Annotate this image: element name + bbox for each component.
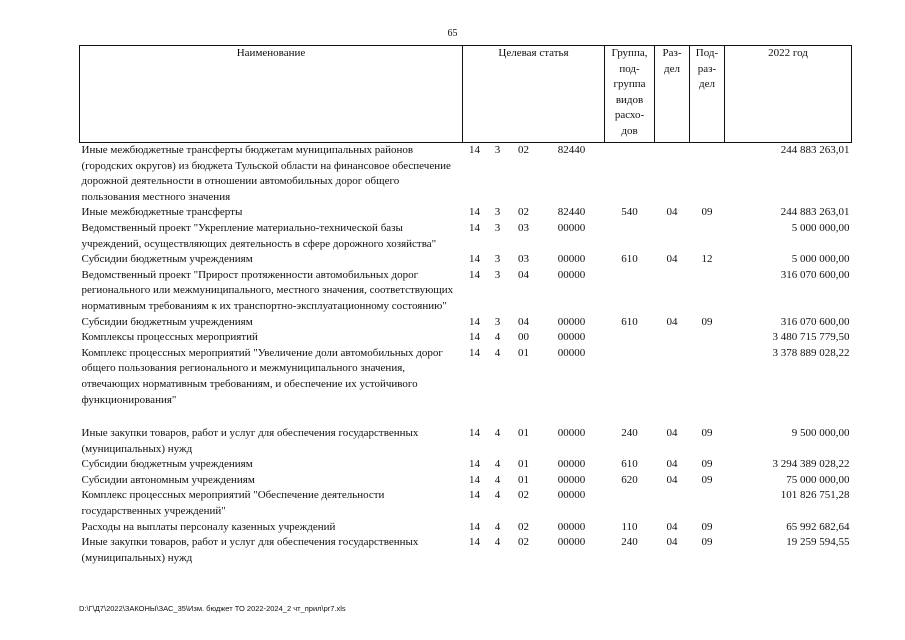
row-name: Ведомственный проект "Прирост протяженности автомобильных дорог регионального или межмуниципального, местного значения, соответствующих нормативным требованиям к их транспортно-эксплуатационному состоянию" [81, 268, 454, 312]
target-code-1: 14 [469, 520, 480, 533]
amount-2022: 3 294 389 028,22 [772, 458, 850, 471]
subsection-code [690, 488, 725, 519]
expense-group: 610 [621, 315, 638, 328]
row-name: Субсидии бюджетным учреждениям [81, 458, 253, 471]
target-code-3: 02 [518, 536, 529, 549]
target-code-4: 00000 [557, 253, 586, 266]
target-code-2: 4 [494, 458, 501, 471]
target-code-1: 14 [469, 458, 480, 471]
page-number: 65 [447, 28, 458, 39]
section-code: 04 [666, 473, 678, 486]
expense-group [605, 268, 655, 315]
amount-2022: 75 000 000,00 [786, 473, 850, 486]
target-code-3: 02 [518, 144, 529, 156]
header-section: Раз-дел [655, 46, 690, 143]
target-code-3: 02 [518, 206, 529, 219]
target-code-3: 04 [518, 268, 529, 281]
target-code-2: 4 [494, 520, 501, 533]
header-expense-group: Группа, под-группа видов расхо-дов [605, 46, 655, 143]
amount-2022: 3 480 715 779,50 [772, 331, 850, 344]
expense-group: 110 [621, 520, 638, 533]
target-code-4: 00000 [557, 520, 586, 533]
budget-table [79, 45, 852, 566]
target-code-4: 82440 [557, 206, 586, 219]
subsection-code: 09 [701, 458, 713, 471]
target-code-1: 14 [469, 346, 480, 359]
row-name: Комплекс процессных мероприятий "Обеспечение деятельности государственных учреждений" [81, 489, 385, 518]
row-name: Расходы на выплаты персоналу казенных учреждений [81, 520, 336, 533]
section-code: 04 [666, 520, 678, 533]
section-code [655, 488, 690, 519]
target-code-2: 4 [494, 346, 501, 359]
header-row [80, 46, 852, 143]
amount-2022: 316 070 600,00 [780, 268, 850, 281]
target-code-4: 00000 [557, 315, 586, 328]
target-code-4: 00000 [557, 268, 586, 281]
target-code-4: 00000 [557, 473, 586, 486]
expense-group: 610 [621, 458, 638, 471]
subsection-code [690, 346, 725, 408]
amount-2022: 19 259 594,55 [786, 536, 850, 549]
subsection-code [690, 268, 725, 315]
row-name: Иные межбюджетные трансферты бюджетам муниципальных районов (городских округов) из бюджета Тульской области на финансовое обеспечение дорожной деятельности в отношении автомобильных дорог общего пользования местного значения [81, 144, 451, 203]
table-row [80, 205, 852, 221]
subsection-code: 09 [701, 315, 713, 328]
section-code [655, 143, 690, 206]
target-code-1: 14 [469, 221, 480, 234]
header-target-article: Целевая статья [463, 46, 605, 143]
amount-2022: 316 070 600,00 [780, 315, 850, 328]
subsection-code: 09 [701, 427, 713, 440]
amount-2022: 244 883 263,01 [780, 144, 850, 156]
target-code-2: 4 [494, 473, 501, 486]
amount-2022: 3 378 889 028,22 [772, 346, 850, 359]
row-name: Субсидии бюджетным учреждениям [81, 253, 253, 266]
target-code-1: 14 [469, 536, 480, 549]
target-code-4: 00000 [557, 489, 586, 502]
amount-2022: 5 000 000,00 [791, 253, 850, 266]
row-name: Комплекс процессных мероприятий "Увеличение доли автомобильных дорог общего пользования регионального и межмуниципального значения, отвечающих нормативным требованиям, и обеспечение их устойчивого функционирования" [81, 346, 443, 406]
target-code-2: 4 [494, 536, 501, 549]
table-row [80, 488, 852, 519]
target-code-2: 4 [494, 427, 501, 440]
file-path-footer: D:\Г\Д7\2022\ЗАКОНЫ\ЗАС_35\Изм. бюджет ТО 2022-2024_2 чт_прил\pr7.xls [79, 604, 346, 613]
target-code-3: 01 [518, 427, 529, 440]
target-code-2: 3 [494, 315, 501, 328]
target-code-1: 14 [469, 315, 480, 328]
expense-group [605, 143, 655, 206]
target-code-1: 14 [469, 473, 480, 486]
amount-2022: 9 500 000,00 [791, 427, 850, 440]
target-code-1: 14 [469, 331, 480, 344]
target-code-3: 02 [518, 520, 529, 533]
table-row [80, 330, 852, 346]
target-code-4: 00000 [557, 331, 586, 344]
target-code-2: 4 [494, 331, 501, 344]
table-row [80, 457, 852, 473]
section-code [655, 268, 690, 315]
section-code: 04 [666, 253, 678, 266]
table-row [80, 426, 852, 457]
target-code-2: 3 [494, 268, 501, 281]
row-name: Иные межбюджетные трансферты [81, 206, 243, 219]
amount-2022: 101 826 751,28 [780, 489, 850, 502]
expense-group: 240 [621, 536, 638, 549]
target-code-3: 00 [518, 331, 529, 344]
expense-group [605, 346, 655, 408]
row-spacer [80, 408, 852, 426]
expense-group [605, 330, 655, 346]
table-row [80, 535, 852, 566]
table-row [80, 252, 852, 268]
section-code: 04 [666, 206, 678, 219]
target-code-2: 3 [494, 144, 501, 156]
target-code-2: 4 [494, 489, 501, 502]
table-row [80, 346, 852, 408]
amount-2022: 244 883 263,01 [780, 206, 850, 219]
section-code [655, 346, 690, 408]
target-code-1: 14 [469, 268, 480, 281]
table-row [80, 268, 852, 315]
target-code-3: 01 [518, 346, 529, 359]
target-code-4: 00000 [557, 346, 586, 359]
spacer-cell [80, 408, 852, 426]
target-code-4: 00000 [557, 536, 586, 549]
target-code-1: 14 [469, 253, 480, 266]
target-code-2: 3 [494, 253, 501, 266]
table-row [80, 143, 852, 206]
section-code [655, 330, 690, 346]
target-code-1: 14 [469, 144, 480, 156]
target-code-4: 00000 [557, 427, 586, 440]
expense-group: 610 [621, 253, 638, 266]
target-code-1: 14 [469, 427, 480, 440]
subsection-code [690, 143, 725, 206]
subsection-code: 12 [701, 253, 713, 266]
target-code-3: 01 [518, 458, 529, 471]
table-row [80, 221, 852, 252]
target-code-1: 14 [469, 206, 480, 219]
subsection-code: 09 [701, 473, 713, 486]
target-code-3: 03 [518, 253, 529, 266]
section-code: 04 [666, 315, 678, 328]
subsection-code [690, 330, 725, 346]
header-subsection: Под-раз-дел [690, 46, 725, 143]
target-code-4: 00000 [557, 221, 586, 234]
target-code-4: 82440 [557, 144, 586, 156]
section-code: 04 [666, 536, 678, 549]
amount-2022: 5 000 000,00 [791, 221, 850, 234]
target-code-3: 02 [518, 489, 529, 502]
subsection-code: 09 [701, 536, 713, 549]
table-row [80, 473, 852, 489]
expense-group: 540 [621, 206, 638, 219]
row-name: Субсидии бюджетным учреждениям [81, 315, 253, 328]
header-name: Наименование [80, 46, 463, 143]
target-code-3: 01 [518, 473, 529, 486]
row-name: Субсидии автономным учреждениям [81, 473, 255, 486]
subsection-code [690, 221, 725, 252]
section-code [655, 221, 690, 252]
row-name: Иные закупки товаров, работ и услуг для обеспечения государственных (муниципальных) нужд [81, 427, 419, 455]
section-code: 04 [666, 427, 678, 440]
target-code-1: 14 [469, 489, 480, 502]
target-code-3: 03 [518, 221, 529, 234]
target-code-2: 3 [494, 206, 501, 219]
target-code-3: 04 [518, 315, 529, 328]
subsection-code: 09 [701, 520, 713, 533]
expense-group: 240 [621, 427, 638, 440]
header-year: 2022 год [725, 46, 852, 143]
table-row [80, 315, 852, 331]
subsection-code: 09 [701, 206, 713, 219]
expense-group [605, 221, 655, 252]
expense-group [605, 488, 655, 519]
target-code-2: 3 [494, 221, 501, 234]
row-name: Иные закупки товаров, работ и услуг для обеспечения государственных (муниципальных) нужд [81, 536, 419, 564]
table-row [80, 520, 852, 536]
target-code-4: 00000 [557, 458, 586, 471]
row-name: Комплексы процессных мероприятий [81, 331, 258, 344]
row-name: Ведомственный проект "Укрепление материально-технической базы учреждений, осуществляющих деятельность в сфере дорожного хозяйства" [81, 221, 437, 250]
expense-group: 620 [621, 473, 638, 486]
amount-2022: 65 992 682,64 [786, 520, 850, 533]
section-code: 04 [666, 458, 678, 471]
